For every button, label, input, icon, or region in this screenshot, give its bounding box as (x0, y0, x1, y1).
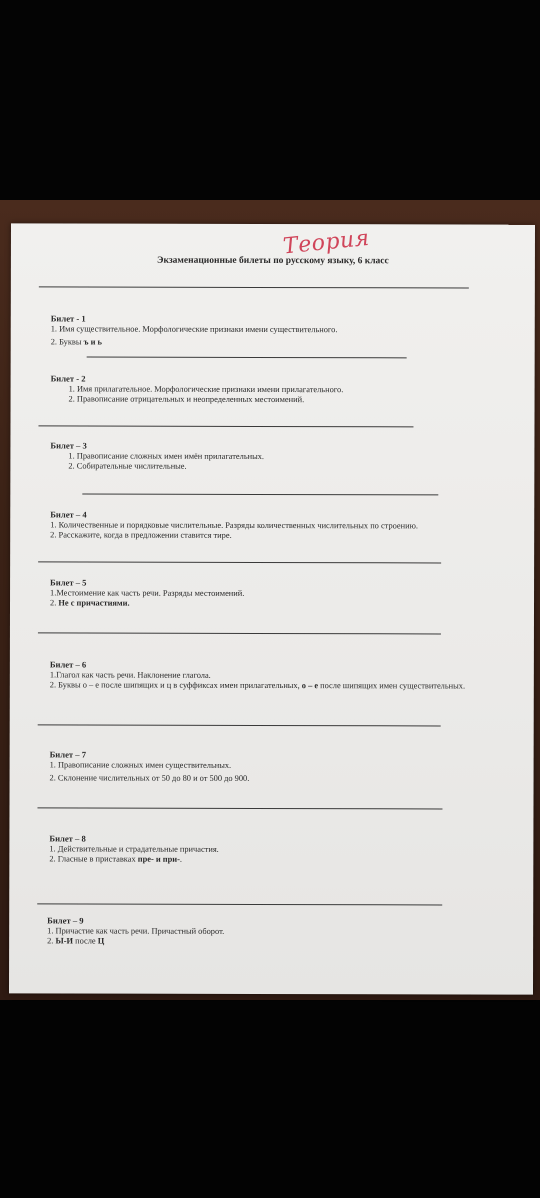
ticket-8 (49, 833, 218, 865)
handwritten-note: Теория (281, 225, 371, 260)
divider (37, 903, 442, 905)
ticket-item: 1. Имя существительное. Морфологические признаки имени существительного. (50, 323, 338, 334)
ticket-2 (51, 373, 344, 405)
ticket-item: 2. Расскажите, когда в предложении ставится тире. (50, 530, 232, 540)
ticket-item: 1. Имя прилагательное. Морфологические признаки имени прилагательного. (68, 383, 344, 394)
exam-paper-sheet (9, 223, 535, 994)
ticket-title: Билет – 4 (50, 509, 87, 520)
ticket-item: 2. Склонение числительных от 50 до 80 и от 500 до 900. (49, 773, 250, 783)
ticket-5 (50, 577, 244, 609)
ticket-item: 1. Действительные и страдательные причастия. (49, 843, 219, 854)
document-title: Экзаменационные билеты по русскому языку, 6 класс (157, 255, 389, 267)
ticket-item: 2. Буквы о – е после шипящих и ц в суффиксах имен прилагательных, о – е после шипящих имен существительных. (49, 680, 466, 691)
ticket-7 (50, 749, 250, 784)
ticket-title: Билет – 5 (50, 577, 87, 588)
ticket-title: Билет – 6 (49, 659, 87, 670)
ticket-3 (50, 440, 264, 472)
ticket-title: Билет – 3 (50, 440, 87, 451)
ticket-item: 2. Правописание отрицательных и неопределенных местоимений. (68, 394, 305, 405)
bottom-black-area (0, 1000, 540, 1198)
divider (38, 561, 441, 563)
ticket-6 (50, 659, 500, 692)
ticket-item: 1. Правописание сложных имен существительных. (49, 759, 232, 770)
ticket-item: 1. Причастие как часть речи. Причастный оборот. (47, 925, 225, 936)
divider (39, 286, 469, 288)
ticket-item: 1. Правописание сложных имен имён прилагательных. (68, 450, 265, 461)
divider (38, 724, 441, 726)
divider (38, 632, 441, 634)
ticket-item: 1.Глагол как часть речи. Наклонение глагола. (49, 669, 211, 680)
ticket-title: Билет – 9 (47, 915, 84, 926)
top-black-area (0, 0, 540, 200)
ticket-4 (50, 509, 418, 541)
ticket-9 (47, 915, 224, 947)
ticket-title: Билет - 2 (50, 373, 86, 384)
divider (38, 425, 413, 427)
ticket-item: 2. Собирательные числительные. (68, 461, 187, 471)
divider (37, 807, 442, 809)
ticket-item: 2. Буквы ъ и ь (50, 337, 102, 347)
ticket-item: 1. Количественные и порядковые числительные. Разряды количественных числительных по строению. (50, 519, 418, 530)
ticket-item: 2. Не с причастиями. (50, 598, 130, 608)
ticket-item: 2. Ы-И после Ц (47, 936, 105, 946)
ticket-item: 2. Гласные в приставках пре- и при-. (49, 854, 182, 864)
ticket-title: Билет – 7 (49, 749, 87, 760)
divider (82, 494, 438, 496)
ticket-title: Билет - 1 (50, 313, 86, 324)
ticket-item: 1.Местоимение как часть речи. Разряды местоимений. (50, 587, 245, 598)
divider (87, 357, 407, 359)
ticket-title: Билет – 8 (49, 833, 86, 844)
ticket-1 (51, 313, 338, 348)
